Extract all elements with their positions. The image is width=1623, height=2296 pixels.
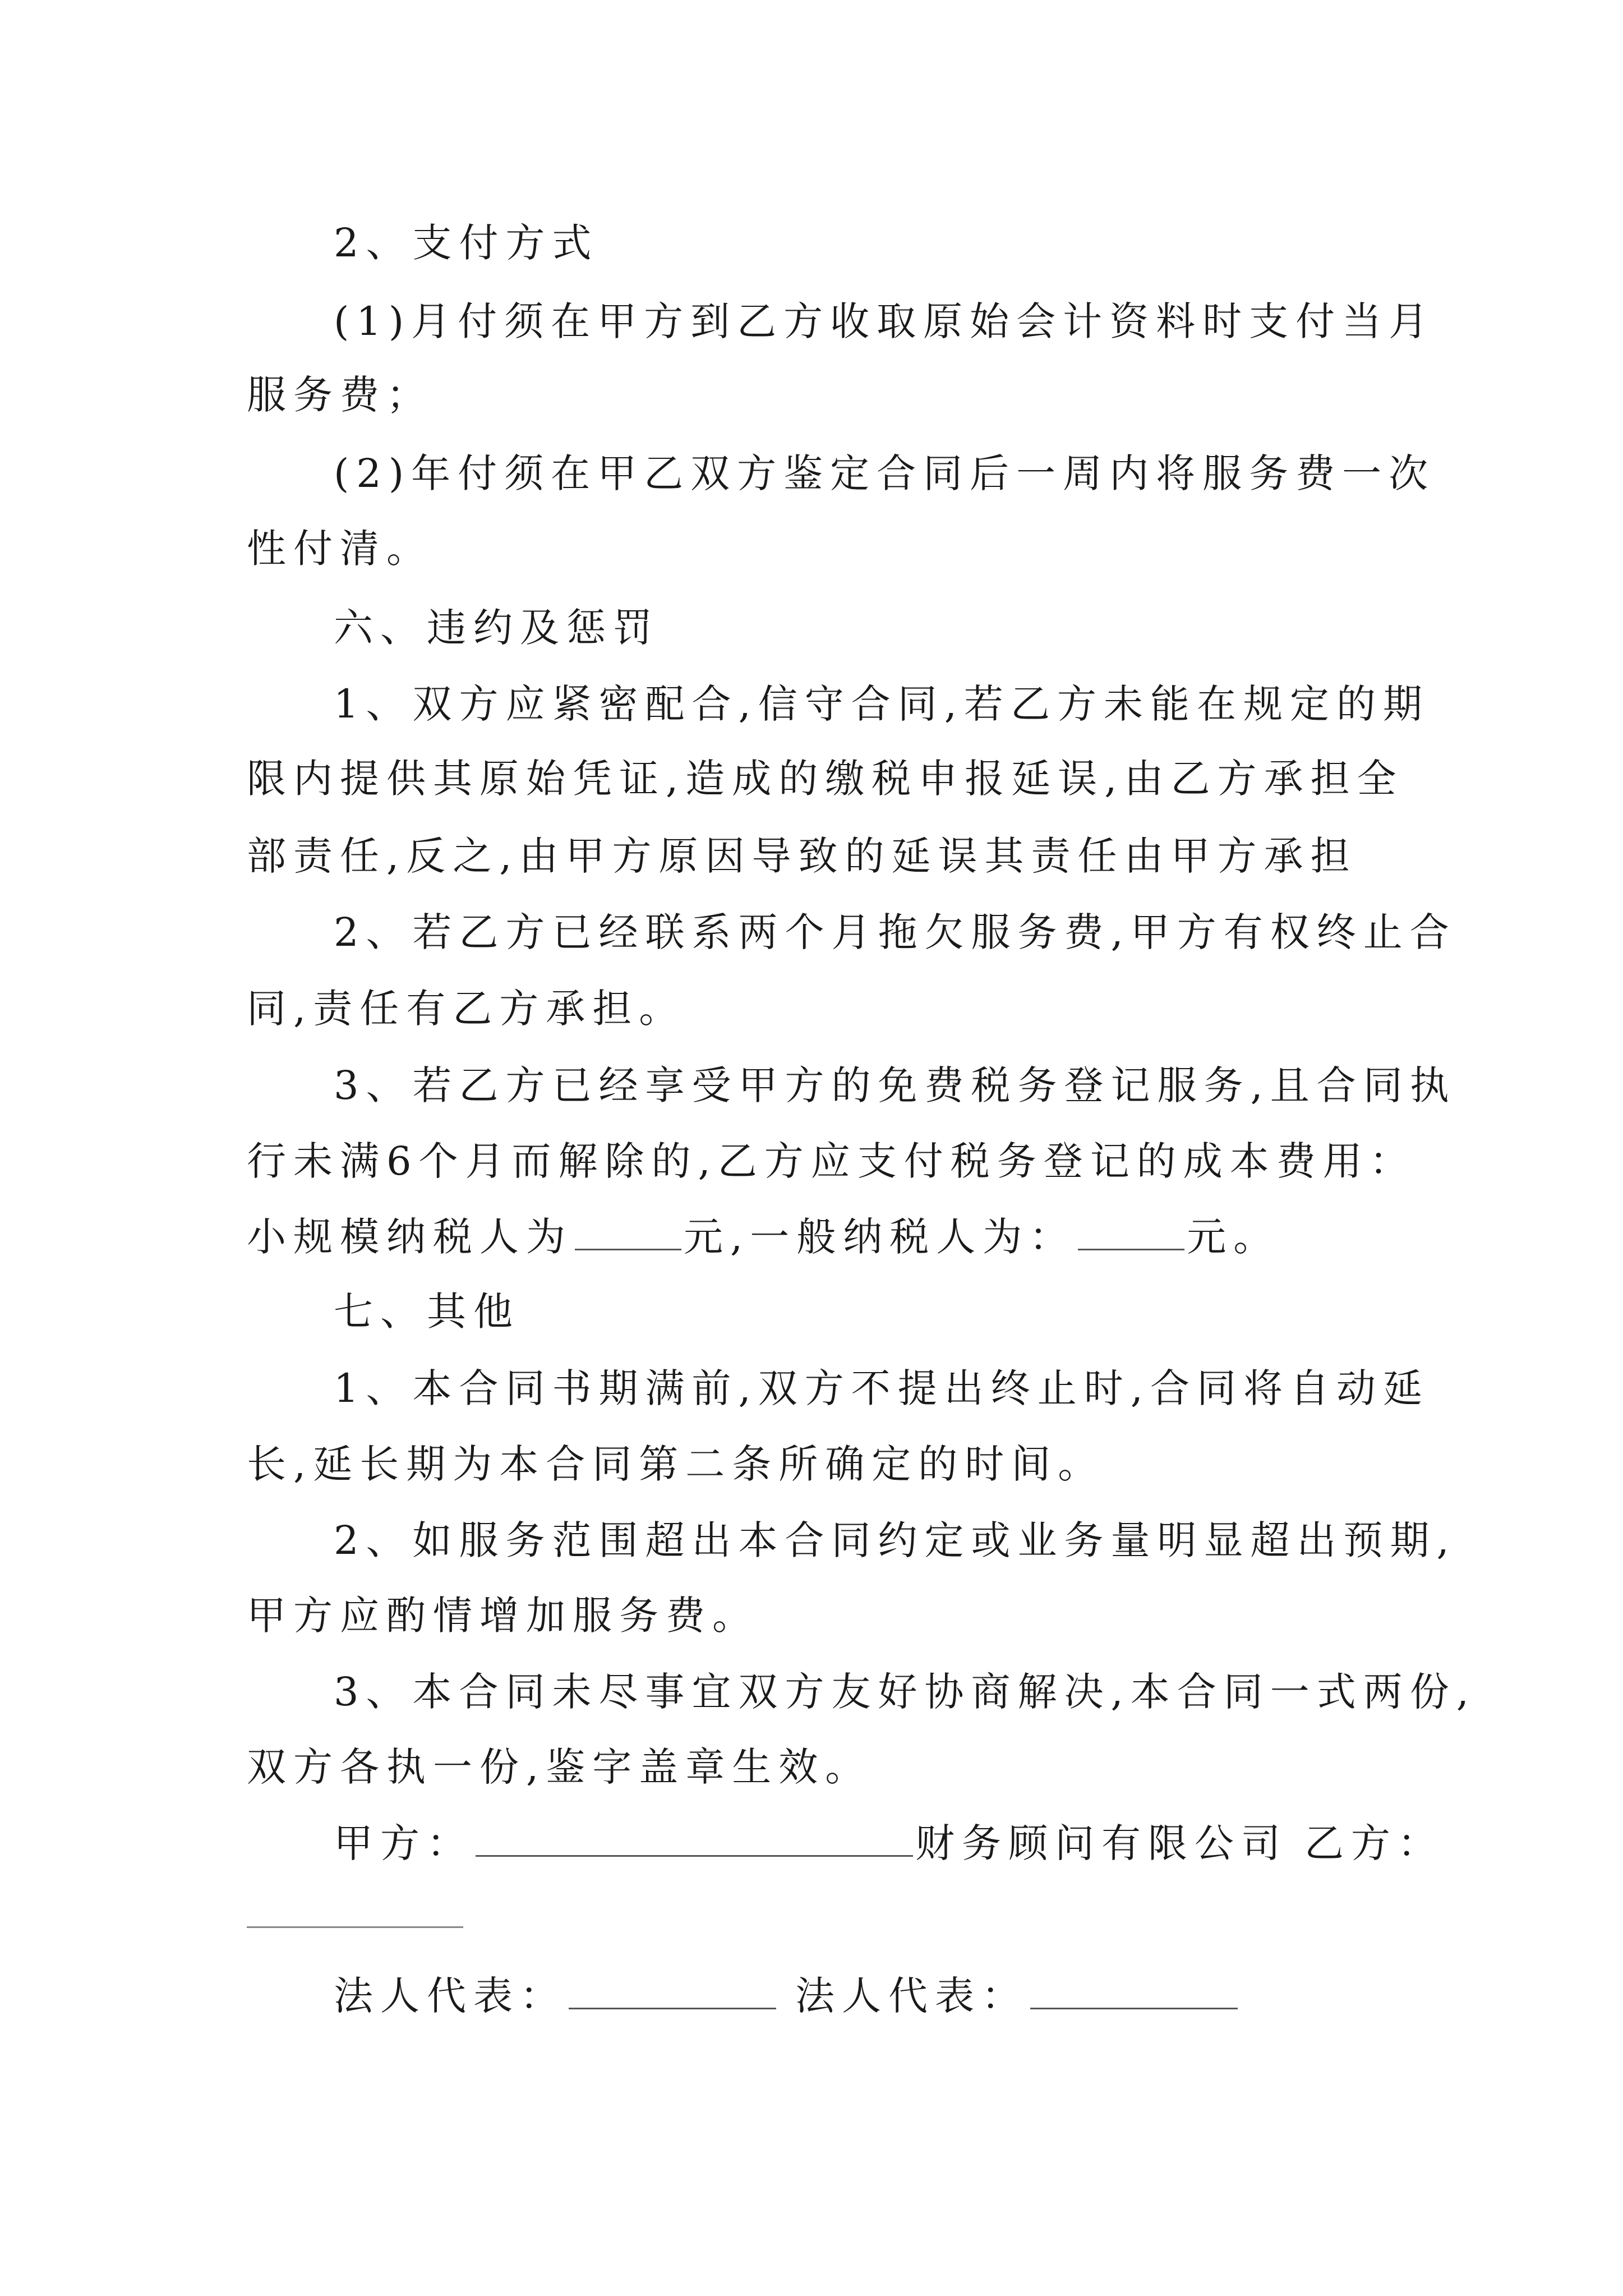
payment-yearly-line-2: 性付清。 bbox=[247, 526, 433, 572]
party-a-rep-label: 法人代表： bbox=[334, 1973, 566, 2019]
general-taxpayer-label: 元,一般纳税人为： bbox=[684, 1214, 1076, 1260]
fee-line bbox=[247, 1210, 1385, 1264]
breach-clause-1-line-2: 限内提供其原始凭证,造成的缴税申报延误,由乙方承担全 bbox=[247, 756, 1404, 802]
other-clause-3-line-1: 3、本合同未尽事宜双方友好协商解决,本合同一式两份, bbox=[334, 1669, 1477, 1715]
small-taxpayer-fee-blank[interactable] bbox=[575, 1212, 681, 1250]
party-b-name-blank[interactable] bbox=[247, 1926, 463, 1928]
breach-clause-1-line-3: 部责任,反之,由甲方原因导致的延误其责任由甲方承担 bbox=[247, 833, 1357, 879]
breach-clause-3-line-2: 行未满6个月而解除的,乙方应支付税务登记的成本费用： bbox=[247, 1138, 1416, 1184]
breach-clause-1-line-1: 1、双方应紧密配合,信守合同,若乙方未能在规定的期 bbox=[334, 681, 1430, 727]
party-b-rep-label: 法人代表： bbox=[795, 1973, 1028, 2019]
other-clause-3-line-2: 双方各执一份,鉴字盖章生效。 bbox=[247, 1744, 872, 1790]
party-a-rep-blank[interactable] bbox=[569, 1971, 776, 2009]
fee-unit-end: 元。 bbox=[1187, 1214, 1280, 1260]
breach-clause-2-line-1: 2、若乙方已经联系两个月拖欠服务费,甲方有权终止合 bbox=[334, 909, 1456, 955]
breach-clause-3-line-1: 3、若乙方已经享受甲方的免费税务登记服务,且合同执 bbox=[334, 1062, 1456, 1108]
breach-clause-2-line-2: 同,责任有乙方承担。 bbox=[247, 986, 686, 1032]
other-clause-1-line-2: 长,延长期为本合同第二条所确定的时间。 bbox=[247, 1441, 1105, 1487]
party-a-name-blank[interactable] bbox=[476, 1818, 913, 1857]
party-line bbox=[334, 1816, 1444, 1870]
other-clause-2-line-2: 甲方应酌情增加服务费。 bbox=[247, 1593, 759, 1639]
payment-method-heading: 2、支付方式 bbox=[334, 220, 599, 266]
other-heading: 七、其他 bbox=[334, 1289, 520, 1335]
party-a-company: 财务顾问有限公司 bbox=[915, 1820, 1288, 1866]
legal-rep-line bbox=[334, 1969, 1385, 2023]
party-b-rep-blank[interactable] bbox=[1030, 1971, 1238, 2009]
other-clause-2-line-1: 2、如服务范围超出本合同约定或业务量明显超出预期, bbox=[334, 1517, 1456, 1563]
general-taxpayer-fee-blank[interactable] bbox=[1078, 1212, 1184, 1250]
party-a-label: 甲方： bbox=[334, 1820, 473, 1866]
payment-yearly-line-1: (2)年付须在甲乙双方鉴定合同后一周内将服务费一次 bbox=[334, 450, 1436, 496]
payment-monthly-line-1: (1)月付须在甲方到乙方收取原始会计资料时支付当月 bbox=[334, 298, 1436, 344]
payment-monthly-line-2: 服务费； bbox=[247, 372, 433, 418]
party-b-label: 乙方： bbox=[1304, 1820, 1444, 1866]
breach-heading: 六、违约及惩罚 bbox=[334, 605, 660, 651]
small-taxpayer-label: 小规模纳税人为 bbox=[247, 1214, 573, 1260]
other-clause-1-line-1: 1、本合同书期满前,双方不提出终止时,合同将自动延 bbox=[334, 1365, 1430, 1411]
